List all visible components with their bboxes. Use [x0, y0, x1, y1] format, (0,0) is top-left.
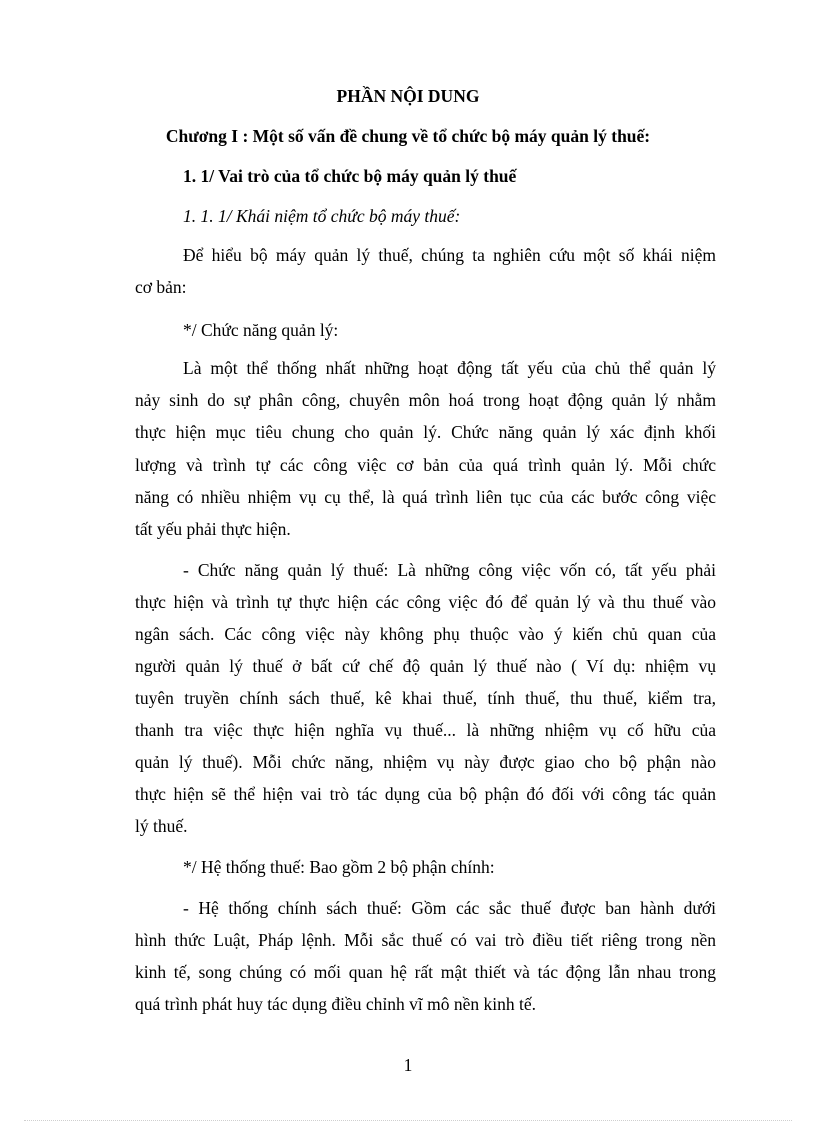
paragraph-line: */ Hệ thống thuế: Bao gồm 2 bộ phận chính:	[183, 857, 495, 877]
paragraph-line: - Chức năng quản lý thuế: Là những công việc vốn có, tất yếu phải	[183, 560, 716, 580]
subsection-title: 1. 1. 1/ Khái niệm tổ chức bộ máy thuế:	[183, 206, 461, 226]
paragraph-line: - Hệ thống chính sách thuế: Gồm các sắc thuế được ban hành dưới	[183, 898, 716, 918]
paragraph-line: tất yếu phải thực hiện.	[135, 519, 291, 539]
paragraph-line: quản lý thuế). Mỗi chức năng, nhiệm vụ này được giao cho bộ phận nào	[135, 752, 716, 772]
paragraph-line: thực hiện và trình tự thực hiện các công việc đó để quản lý và thu thuế vào	[135, 592, 716, 612]
paragraph-line: nảy sinh do sự phân công, chuyên môn hoá trong hoạt động quản lý nhằm	[135, 390, 716, 410]
chapter-title: Chương I : Một số vấn đề chung về tổ chức bộ máy quản lý thuế:	[165, 126, 651, 146]
section-title: 1. 1/ Vai trò của tổ chức bộ máy quản lý thuế	[183, 166, 517, 186]
paragraph-line: kinh tế, song chúng có mối quan hệ rất mật thiết và tác động lẫn nhau trong	[135, 962, 716, 982]
paragraph-line: lượng và trình tự các công việc cơ bản của quá trình quản lý. Mỗi chức	[135, 455, 716, 475]
paragraph-line: năng có nhiều nhiệm vụ cụ thể, là quá trình liên tục của các bước công việc	[135, 487, 716, 507]
page-number: 1	[403, 1055, 413, 1075]
paragraph-line: lý thuế.	[135, 816, 188, 836]
paragraph-line: ngân sách. Các công việc này không phụ thuộc vào ý kiến chủ quan của	[135, 624, 716, 644]
paragraph-line: Là một thể thống nhất những hoạt động tất yếu của chủ thể quản lý	[183, 358, 716, 378]
paragraph-line: thực hiện mục tiêu chung cho quản lý. Chức năng quản lý xác định khối	[135, 422, 716, 442]
paragraph-line: quá trình phát huy tác dụng điều chỉnh vĩ mô nền kinh tế.	[135, 994, 536, 1014]
paragraph-line: cơ bản:	[135, 277, 187, 297]
paragraph-line: người quản lý thuế ở bất cứ chế độ quản lý thuế nào ( Ví dụ: nhiệm vụ	[135, 656, 716, 676]
page-bottom-divider	[24, 1120, 792, 1121]
part-title: PHẦN NỘI DUNG	[336, 86, 480, 106]
paragraph-line: */ Chức năng quản lý:	[183, 320, 339, 340]
paragraph-line: thực hiện sẽ thể hiện vai trò tác dụng của bộ phận đó đối với công tác quản	[135, 784, 716, 804]
paragraph-line: thanh tra việc thực hiện nghĩa vụ thuế... là những nhiệm vụ cố hữu của	[135, 720, 716, 740]
paragraph-line: Để hiểu bộ máy quản lý thuế, chúng ta nghiên cứu một số khái niệm	[183, 245, 716, 265]
paragraph-line: hình thức Luật, Pháp lệnh. Mỗi sắc thuế có vai trò điều tiết riêng trong nền	[135, 930, 716, 950]
paragraph-line: tuyên truyền chính sách thuế, kê khai thuế, tính thuế, thu thuế, kiểm tra,	[135, 688, 716, 708]
